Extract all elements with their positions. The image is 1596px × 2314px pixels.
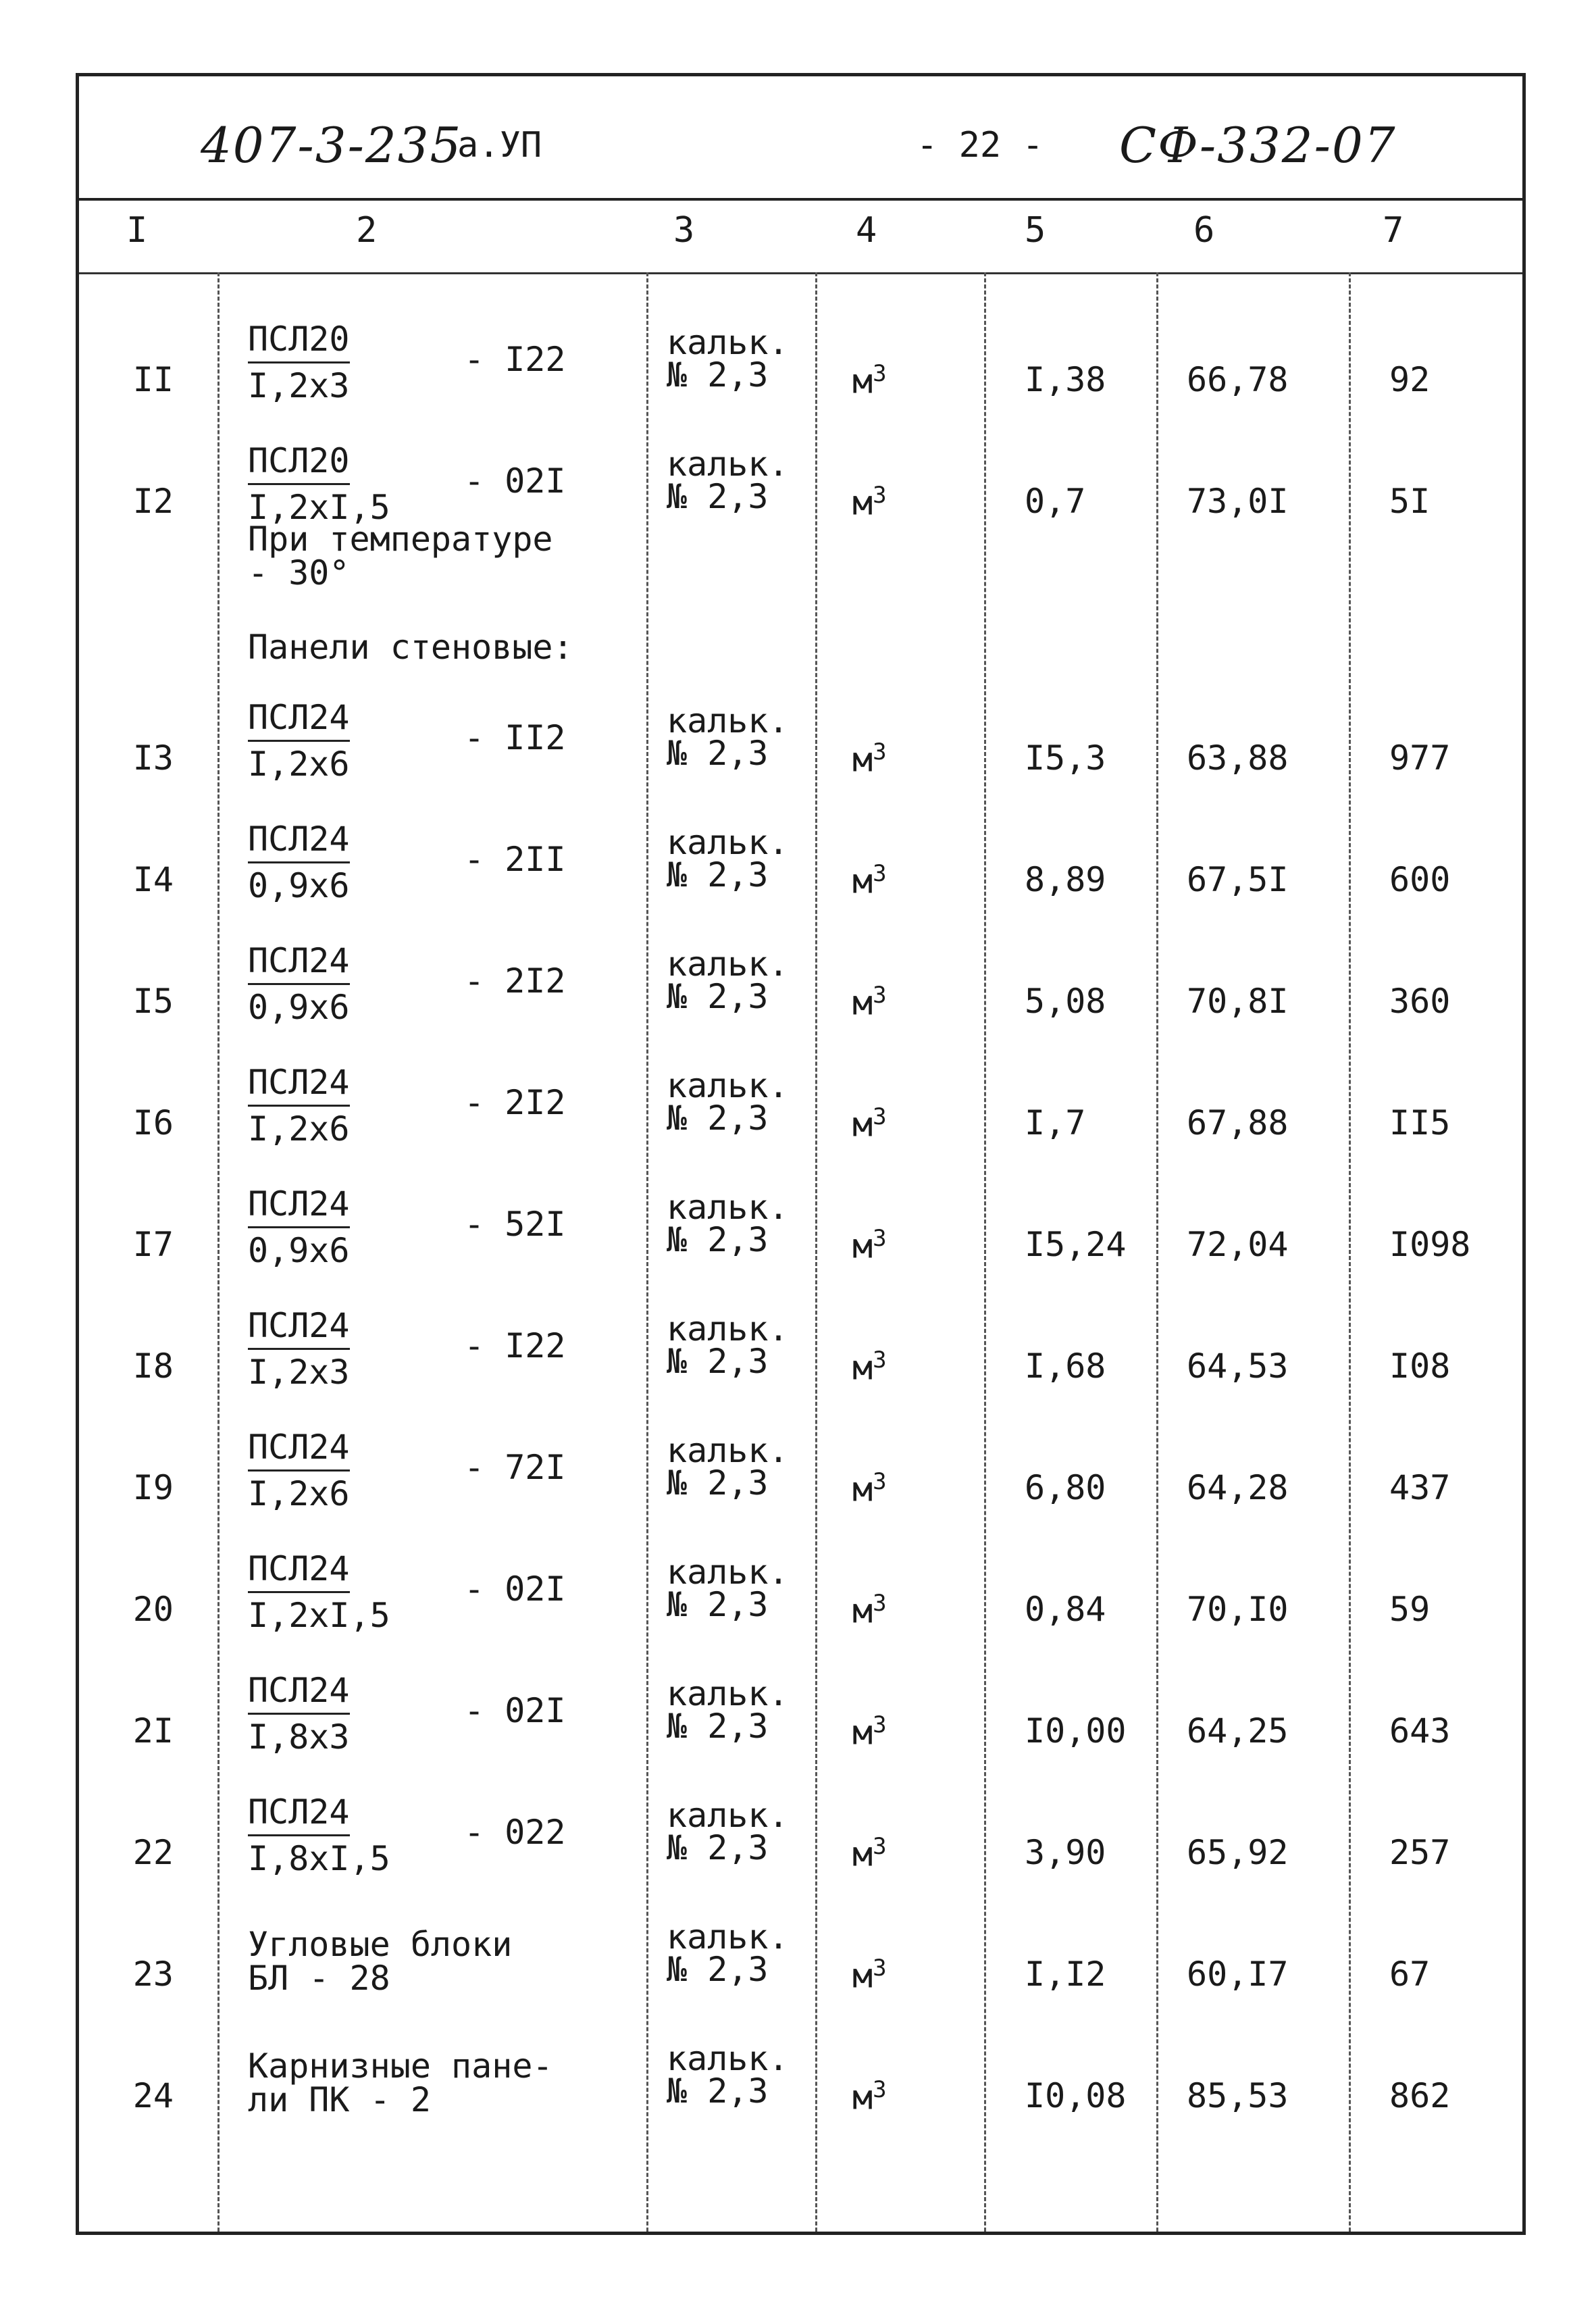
panel-mark-top: ПСЛ24 [248, 1792, 350, 1836]
calc-ref-number: № 2,3 [667, 355, 769, 395]
panel-mark-bottom: I,2x6 [248, 745, 350, 784]
total-cost: 257 [1389, 1833, 1451, 1872]
table-row [79, 1549, 1522, 1668]
note-temp-line1: При температуре [248, 520, 553, 559]
panel-mark-top: ПСЛ24 [248, 1184, 350, 1228]
unit: м [852, 1348, 873, 1388]
unit-cell [852, 360, 887, 401]
unit-cell [852, 1468, 887, 1509]
panel-mark-bottom: 0,9x6 [248, 988, 350, 1027]
calc-ref [667, 1917, 789, 1989]
panel-mark-top: ПСЛ24 [248, 820, 350, 863]
unit-cell [852, 1955, 887, 1996]
item-desc-line1: Угловые блоки [248, 1925, 513, 1964]
row-number: 22 [132, 1833, 174, 1872]
doc-suffix: а.УП [457, 125, 542, 166]
calc-ref-label: кальк. [667, 1309, 789, 1349]
col-header-4: 4 [856, 210, 877, 251]
note-temperature [248, 520, 553, 593]
unit: м [852, 1226, 873, 1266]
item-description [248, 1925, 513, 1998]
unit-cell [852, 982, 887, 1023]
note-temp-line2: - 30° [248, 553, 350, 593]
page-number: - 22 - [917, 125, 1044, 166]
col-header-7: 7 [1383, 210, 1404, 251]
unit-price: 72,04 [1187, 1225, 1289, 1264]
unit-price: 60,I7 [1187, 1955, 1289, 1994]
calc-ref [667, 945, 789, 1016]
unit-superscript: 3 [873, 360, 887, 387]
unit-superscript: 3 [873, 1225, 887, 1252]
panel-mark-top: ПСЛ20 [248, 320, 350, 363]
quantity: I0,00 [1025, 1711, 1127, 1751]
quantity: I5,24 [1025, 1225, 1127, 1264]
item-desc-line2: БЛ - 28 [248, 1959, 390, 1998]
panel-mark [248, 1671, 350, 1757]
panel-mark-top: ПСЛ24 [248, 1063, 350, 1107]
quantity: 5,08 [1025, 982, 1106, 1021]
col-header-3: 3 [673, 210, 695, 251]
total-cost: 5I [1389, 482, 1431, 521]
total-cost: 360 [1389, 982, 1451, 1021]
table-row [79, 1184, 1522, 1303]
panel-mark [248, 1428, 350, 1513]
quantity: I,7 [1025, 1103, 1086, 1142]
calc-ref [667, 701, 789, 773]
panel-code: - 72I [464, 1448, 566, 1487]
unit-superscript: 3 [873, 1103, 887, 1130]
total-cost: 643 [1389, 1711, 1451, 1751]
panel-mark-top: ПСЛ24 [248, 698, 350, 742]
unit-price: 85,53 [1187, 2076, 1289, 2115]
calc-ref-label: кальк. [667, 1066, 789, 1105]
panel-code: - 2II [464, 840, 566, 879]
calc-ref-number: № 2,3 [667, 477, 769, 516]
calc-ref [667, 823, 789, 895]
panel-mark [248, 1792, 390, 1878]
panel-mark-bottom: I,8xI,5 [248, 1839, 390, 1878]
panel-mark-bottom: 0,9x6 [248, 1231, 350, 1270]
calc-ref-number: № 2,3 [667, 977, 769, 1016]
panel-code: - 2I2 [464, 1083, 566, 1122]
row-number: II [132, 360, 174, 399]
unit-superscript: 3 [873, 2076, 887, 2103]
unit: м [852, 1713, 873, 1753]
panel-mark-top: ПСЛ24 [248, 941, 350, 985]
panel-mark [248, 320, 350, 405]
row-number: 2I [132, 1711, 174, 1751]
unit-superscript: 3 [873, 1347, 887, 1374]
panel-mark [248, 1306, 350, 1392]
calc-ref-label: кальк. [667, 1188, 789, 1227]
unit: м [852, 983, 873, 1023]
table-row [79, 2036, 1522, 2155]
col-header-6: 6 [1193, 210, 1215, 251]
col-header-5: 5 [1025, 210, 1046, 251]
quantity: 6,80 [1025, 1468, 1106, 1507]
panel-mark [248, 820, 350, 905]
panel-mark [248, 441, 390, 527]
total-cost: II5 [1389, 1103, 1451, 1142]
unit-cell [852, 1590, 887, 1631]
calc-ref [667, 1431, 789, 1503]
calc-ref [667, 1188, 789, 1259]
quantity: 3,90 [1025, 1833, 1106, 1872]
calc-ref-number: № 2,3 [667, 1585, 769, 1624]
unit-superscript: 3 [873, 1468, 887, 1495]
table-row [79, 1792, 1522, 1911]
panel-mark [248, 1549, 390, 1635]
quantity: 8,89 [1025, 860, 1106, 899]
total-cost: 67 [1389, 1955, 1431, 1994]
row-number: 23 [132, 1955, 174, 1994]
table-row [79, 1671, 1522, 1790]
unit-superscript: 3 [873, 860, 887, 887]
panel-mark [248, 1184, 350, 1270]
calc-ref-label: кальк. [667, 701, 789, 740]
unit-cell [852, 482, 887, 523]
calc-ref-number: № 2,3 [667, 1707, 769, 1746]
calc-ref [667, 323, 789, 395]
table-row [79, 698, 1522, 817]
unit-price: 67,5I [1187, 860, 1289, 899]
total-cost: 862 [1389, 2076, 1451, 2115]
unit-cell [852, 2076, 887, 2117]
panel-mark [248, 1063, 350, 1149]
header-divider [79, 198, 1522, 201]
calc-ref-label: кальк. [667, 945, 789, 984]
total-cost: 437 [1389, 1468, 1451, 1507]
calc-ref [667, 445, 789, 516]
unit: м [852, 1591, 873, 1631]
item-description [248, 2046, 553, 2119]
calc-ref [667, 1066, 789, 1138]
panel-mark-top: ПСЛ24 [248, 1428, 350, 1472]
unit-price: 63,88 [1187, 738, 1289, 778]
unit-cell [852, 738, 887, 780]
col-header-1: I [126, 210, 148, 251]
calc-ref-label: кальк. [667, 445, 789, 484]
unit-price: 64,28 [1187, 1468, 1289, 1507]
unit-price: 70,8I [1187, 982, 1289, 1021]
table-row [79, 1428, 1522, 1546]
total-cost: 600 [1389, 860, 1451, 899]
row-number: I7 [132, 1225, 174, 1264]
panel-mark [248, 941, 350, 1027]
panel-code: - 2I2 [464, 961, 566, 1001]
table-row [79, 941, 1522, 1060]
unit-cell [852, 1347, 887, 1388]
table-row [79, 320, 1522, 438]
note-wall-panels: Панели стеновые: [248, 628, 573, 667]
panel-mark-bottom: I,2x6 [248, 1474, 350, 1513]
quantity: 0,84 [1025, 1590, 1106, 1629]
unit-superscript: 3 [873, 1711, 887, 1738]
unit-superscript: 3 [873, 1833, 887, 1860]
row-number: I9 [132, 1468, 174, 1507]
unit-cell [852, 1711, 887, 1753]
quantity: I,38 [1025, 360, 1106, 399]
unit: м [852, 2078, 873, 2117]
item-desc-line2: ли ПК - 2 [248, 2080, 431, 2119]
sheet-code: СФ-332-07 [1119, 117, 1397, 174]
panel-mark-bottom: I,2xI,5 [248, 1596, 390, 1635]
column-header-divider [79, 272, 1522, 274]
calc-ref [667, 2039, 789, 2111]
panel-mark-top: ПСЛ24 [248, 1549, 350, 1593]
unit-superscript: 3 [873, 982, 887, 1009]
unit-cell [852, 1225, 887, 1266]
row-number: I8 [132, 1347, 174, 1386]
total-cost: 59 [1389, 1590, 1431, 1629]
col-header-2: 2 [356, 210, 378, 251]
panel-mark-bottom: I,2x3 [248, 366, 350, 405]
calc-ref [667, 1796, 789, 1867]
unit: м [852, 1834, 873, 1874]
panel-mark-bottom: I,2xI,5 [248, 488, 390, 527]
panel-code: - 02I [464, 1569, 566, 1609]
panel-mark-top: ПСЛ24 [248, 1306, 350, 1350]
panel-mark-top: ПСЛ20 [248, 441, 350, 485]
calc-ref-label: кальк. [667, 1674, 789, 1713]
calc-ref [667, 1553, 789, 1624]
unit: м [852, 1105, 873, 1145]
quantity: I5,3 [1025, 738, 1106, 778]
calc-ref [667, 1309, 789, 1381]
panel-mark [248, 698, 350, 784]
calc-ref-number: № 2,3 [667, 1463, 769, 1503]
calc-ref-number: № 2,3 [667, 734, 769, 773]
unit-price: 64,25 [1187, 1711, 1289, 1751]
panel-code: - 02I [464, 1691, 566, 1730]
calc-ref-number: № 2,3 [667, 1950, 769, 1989]
unit-cell [852, 1103, 887, 1145]
calc-ref-label: кальк. [667, 323, 789, 362]
row-number: I2 [132, 482, 174, 521]
row-number: 24 [132, 2076, 174, 2115]
unit: м [852, 361, 873, 401]
unit-superscript: 3 [873, 482, 887, 509]
unit-price: 73,0I [1187, 482, 1289, 521]
row-number: 20 [132, 1590, 174, 1629]
row-number: I5 [132, 982, 174, 1021]
row-number: I4 [132, 860, 174, 899]
calc-ref-number: № 2,3 [667, 1099, 769, 1138]
quantity: I,68 [1025, 1347, 1106, 1386]
panel-mark-top: ПСЛ24 [248, 1671, 350, 1715]
unit-cell [852, 1833, 887, 1874]
row-number: I6 [132, 1103, 174, 1142]
unit-superscript: 3 [873, 738, 887, 765]
panel-code: - 52I [464, 1205, 566, 1244]
total-cost: 977 [1389, 738, 1451, 778]
calc-ref-number: № 2,3 [667, 855, 769, 895]
calc-ref-number: № 2,3 [667, 1220, 769, 1259]
total-cost: I08 [1389, 1347, 1451, 1386]
unit-price: 65,92 [1187, 1833, 1289, 1872]
unit-price: 70,I0 [1187, 1590, 1289, 1629]
document-frame [76, 73, 1526, 2235]
panel-code: - 02I [464, 461, 566, 501]
calc-ref-label: кальк. [667, 1796, 789, 1835]
doc-code: 407-3-235 [201, 117, 463, 174]
unit-cell [852, 860, 887, 901]
calc-ref-number: № 2,3 [667, 1342, 769, 1381]
unit-price: 66,78 [1187, 360, 1289, 399]
panel-mark-bottom: I,8x3 [248, 1717, 350, 1757]
panel-mark-bottom: 0,9x6 [248, 866, 350, 905]
panel-code: - I22 [464, 1326, 566, 1365]
calc-ref-label: кальк. [667, 2039, 789, 2078]
table-row [79, 1306, 1522, 1425]
unit: м [852, 1956, 873, 1996]
quantity: I,I2 [1025, 1955, 1106, 1994]
item-desc-line1: Карнизные пане- [248, 2046, 553, 2086]
total-cost: I098 [1389, 1225, 1471, 1264]
unit-superscript: 3 [873, 1955, 887, 1982]
panel-code: - 022 [464, 1813, 566, 1852]
quantity: 0,7 [1025, 482, 1086, 521]
calc-ref-label: кальк. [667, 1917, 789, 1957]
calc-ref-label: кальк. [667, 1553, 789, 1592]
unit: м [852, 740, 873, 780]
total-cost: 92 [1389, 360, 1431, 399]
calc-ref-label: кальк. [667, 1431, 789, 1470]
table-row [79, 1914, 1522, 2033]
unit: м [852, 861, 873, 901]
quantity: I0,08 [1025, 2076, 1127, 2115]
calc-ref-number: № 2,3 [667, 2071, 769, 2111]
unit-price: 64,53 [1187, 1347, 1289, 1386]
table-row [79, 820, 1522, 938]
panel-code: - II2 [464, 718, 566, 757]
unit: м [852, 483, 873, 523]
panel-code: - I22 [464, 340, 566, 379]
row-number: I3 [132, 738, 174, 778]
panel-mark-bottom: I,2x3 [248, 1353, 350, 1392]
unit-superscript: 3 [873, 1590, 887, 1617]
panel-mark-bottom: I,2x6 [248, 1109, 350, 1149]
calc-ref-number: № 2,3 [667, 1828, 769, 1867]
unit-price: 67,88 [1187, 1103, 1289, 1142]
calc-ref [667, 1674, 789, 1746]
unit: м [852, 1469, 873, 1509]
table-row [79, 1063, 1522, 1182]
calc-ref-label: кальк. [667, 823, 789, 862]
